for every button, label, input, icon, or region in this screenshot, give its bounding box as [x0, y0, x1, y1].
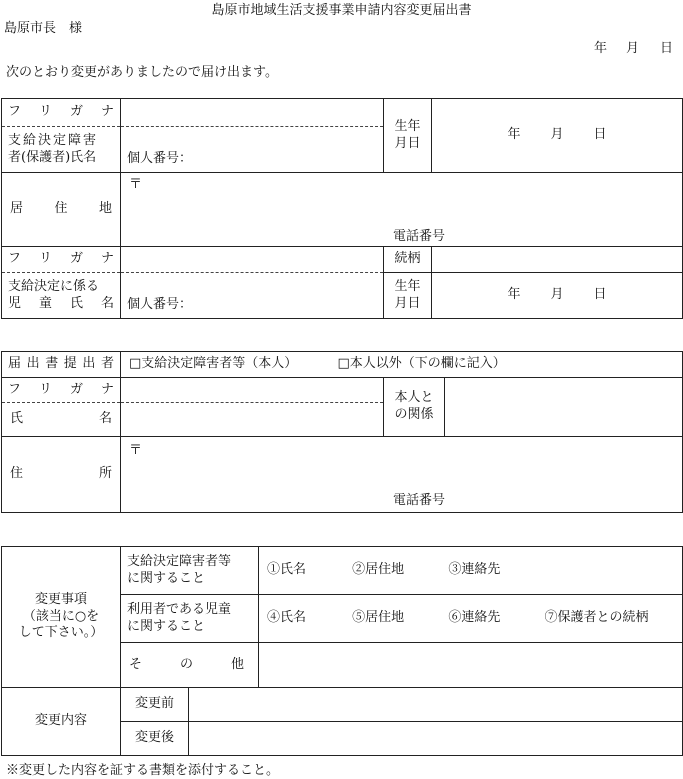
other-label: そ の 他 [129, 656, 245, 672]
group1-l1: 支給決定障害者等 [127, 553, 232, 569]
change-content-label: 変更内容 [2, 688, 121, 756]
recipient-name-l1: 支給決定障害 [8, 132, 99, 148]
group1-l2: に関すること [127, 570, 206, 586]
opt-5[interactable]: ⑤居住地 [352, 610, 405, 626]
child-name-field[interactable] [121, 273, 384, 319]
relation-field[interactable] [432, 247, 683, 273]
birthdate-field[interactable]: 年 月 日 [432, 99, 683, 173]
footnote: ※変更した内容を証する書類を添付すること。 [6, 763, 280, 778]
opt-3[interactable]: ③連絡先 [448, 562, 501, 578]
option-self-checkbox[interactable]: □支給決定障害者等（本人） [129, 356, 298, 372]
submitter-furigana-field[interactable] [121, 378, 384, 403]
opt-1[interactable]: ①氏名 [267, 562, 307, 578]
other-field[interactable] [259, 643, 683, 688]
recipient-name-field[interactable] [121, 127, 384, 173]
submitter-postal-mark: 〒 [129, 442, 143, 458]
after-field[interactable] [189, 722, 683, 756]
furigana-label: フ リ ガ ナ [8, 104, 114, 120]
postal-mark: 〒 [129, 176, 143, 192]
submitter-address-label: 住 所 [10, 466, 112, 482]
phone-label: 電話番号 [393, 228, 446, 244]
submitter-name-field[interactable] [121, 403, 384, 437]
relation-to-self-l2: の関係 [394, 407, 434, 422]
relation-to-self-field[interactable] [445, 378, 683, 437]
residence-label: 居 住 地 [10, 201, 112, 217]
group2-l1: 利用者である児童 [127, 601, 232, 617]
addressee: 島原市長 様 [4, 21, 83, 36]
change-table [1, 546, 683, 756]
child-birth-l1: 生年 [394, 278, 421, 294]
group2-l2: に関すること [127, 618, 206, 634]
submitter-table [1, 351, 683, 513]
applicant-table [1, 98, 683, 319]
date-year: 年 [594, 41, 608, 56]
relation-to-self-l1: 本人と [394, 390, 434, 406]
furigana-field[interactable] [121, 99, 384, 127]
page-title: 島原市地域生活支援事業申請内容変更届出書 [211, 3, 472, 18]
opt-6[interactable]: ⑥連絡先 [448, 610, 501, 626]
personal-no-label: 個人番号： [127, 151, 193, 167]
child-name-l1: 支給決定に係る [8, 278, 100, 294]
change-items-l3: して下さい。） [18, 625, 104, 641]
opt-4[interactable]: ④氏名 [267, 610, 307, 626]
change-items-l2: （該当に○を [22, 608, 100, 624]
child-name-l2: 児 童 氏 名 [8, 295, 114, 311]
option-other-checkbox[interactable]: □本人以外（下の欄に記入） [337, 356, 506, 372]
opt-2[interactable]: ②居住地 [352, 562, 405, 578]
submitter-furigana-label: フ リ ガ ナ [8, 381, 114, 397]
child-furigana-label: フ リ ガ ナ [8, 251, 114, 267]
child-furigana-field[interactable] [121, 247, 384, 273]
date-month: 月 [626, 41, 640, 56]
opt-7[interactable]: ⑦保護者との続柄 [544, 610, 649, 626]
before-field[interactable] [189, 688, 683, 722]
recipient-name-l2: 者(保護者)氏名 [8, 149, 97, 165]
residence-field[interactable] [121, 173, 683, 247]
submitter-label: 届 出 書 提 出 者 [8, 356, 114, 372]
child-personal-no-label: 個人番号： [127, 297, 193, 313]
submitter-address-field[interactable] [121, 437, 683, 513]
date-day: 日 [660, 41, 674, 56]
submitter-name-label: 氏 名 [10, 411, 112, 427]
change-items-l1: 変更事項 [34, 591, 87, 607]
before-label: 変更前 [121, 688, 189, 722]
child-birth-l2: 月日 [394, 295, 421, 311]
submitter-phone-label: 電話番号 [393, 492, 446, 508]
child-birthdate-field[interactable]: 年 月 日 [432, 273, 683, 319]
relation-label: 続柄 [384, 247, 432, 273]
intro-text: 次のとおり変更がありましたので届け出ます。 [6, 65, 278, 80]
birth-label-l1: 生年 [394, 118, 421, 134]
birth-label-l2: 月日 [394, 135, 421, 151]
after-label: 変更後 [121, 722, 189, 756]
